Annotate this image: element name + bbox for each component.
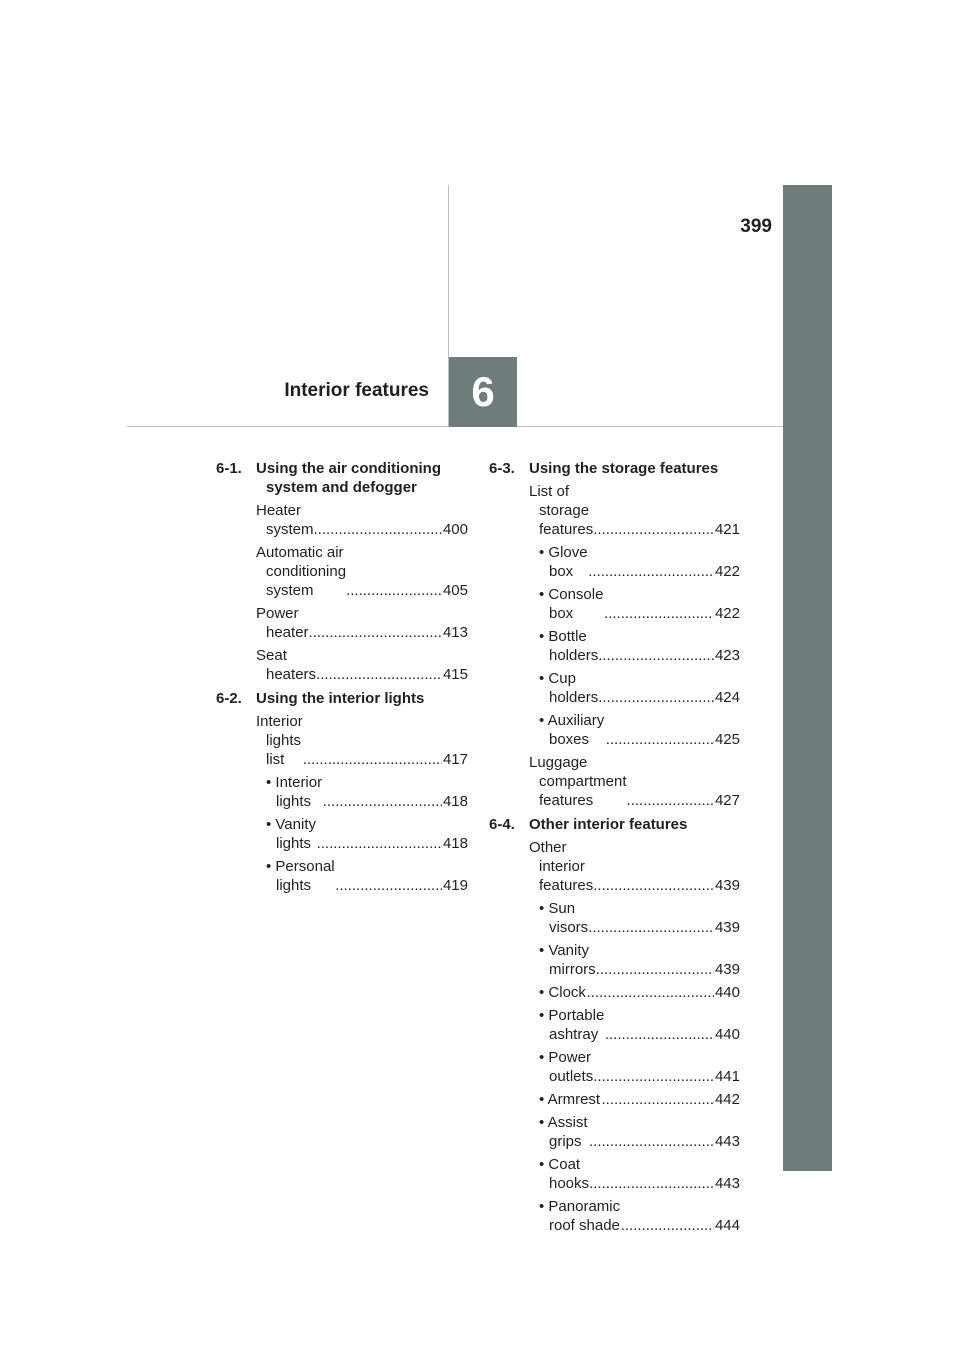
toc-entry-page: 443 bbox=[714, 1133, 740, 1150]
toc-entry[interactable] bbox=[256, 543, 468, 600]
toc-entry-page: 440 bbox=[714, 984, 740, 1001]
toc-entry-label: • Armrest bbox=[539, 1091, 601, 1108]
toc-entry-label: List of storage features bbox=[529, 483, 594, 538]
toc-section-title: Using the storage features bbox=[529, 460, 719, 477]
toc-entry-label: Interior lights list bbox=[256, 713, 303, 768]
toc-subentry[interactable] bbox=[539, 1048, 740, 1086]
toc-entry-label: • Clock bbox=[539, 984, 586, 1001]
toc-subentry[interactable] bbox=[539, 983, 740, 1002]
toc-entry-label: • Cup holders bbox=[539, 670, 599, 706]
toc-entry[interactable] bbox=[529, 838, 740, 895]
toc-entry-page: 442 bbox=[714, 1091, 740, 1108]
toc-entry-label: • Glove box bbox=[539, 544, 588, 580]
toc-subentry[interactable] bbox=[539, 1155, 740, 1193]
toc-entry-label: Power heater bbox=[256, 605, 309, 641]
toc-entry-label: • Interior lights bbox=[266, 774, 323, 810]
toc-entry-label: • Portable ashtray bbox=[539, 1007, 605, 1043]
toc-section-number: 6-2. bbox=[216, 690, 242, 707]
toc-subentry[interactable] bbox=[539, 941, 740, 979]
toc-section-heading bbox=[489, 459, 740, 478]
toc-entry-page: 439 bbox=[714, 961, 740, 978]
toc-entry-page: 443 bbox=[714, 1175, 740, 1192]
toc-entry[interactable] bbox=[529, 753, 740, 810]
toc-leader-dots bbox=[303, 750, 442, 769]
toc-leader-dots bbox=[587, 983, 714, 1002]
toc-entry-page: 423 bbox=[714, 647, 740, 664]
toc-subentry[interactable] bbox=[539, 1197, 740, 1235]
toc-entry-page: 417 bbox=[442, 751, 468, 768]
toc-section-number: 6-4. bbox=[489, 816, 515, 833]
toc-subentry[interactable] bbox=[539, 899, 740, 937]
toc-leader-dots bbox=[335, 876, 442, 895]
toc-entry-label: Luggage compartment features bbox=[529, 754, 627, 809]
chapter-number-box bbox=[449, 357, 517, 427]
toc-section-title: Using the interior lights bbox=[256, 690, 425, 707]
chapter-side-tab bbox=[783, 185, 832, 1171]
toc-entry-label: • Console box bbox=[539, 586, 604, 622]
toc-entry-page: 413 bbox=[442, 624, 468, 641]
toc-entry-label: Heater system bbox=[256, 502, 314, 538]
toc-leader-dots bbox=[602, 1090, 714, 1109]
toc-subentry[interactable] bbox=[539, 711, 740, 749]
toc-entry-page: 405 bbox=[442, 582, 468, 599]
toc-section-heading bbox=[216, 689, 468, 708]
toc-entry-page: 400 bbox=[442, 521, 468, 538]
toc-entry-label: • Sun visors bbox=[539, 900, 589, 936]
toc-leader-dots bbox=[593, 1067, 714, 1086]
toc-entry[interactable] bbox=[529, 482, 740, 539]
toc-leader-dots bbox=[605, 1025, 714, 1044]
toc-section-number: 6-3. bbox=[489, 460, 515, 477]
toc-leader-dots bbox=[588, 918, 714, 937]
toc-column-left bbox=[216, 459, 468, 900]
toc-entry-page: 439 bbox=[714, 877, 740, 894]
toc-leader-dots bbox=[593, 520, 714, 539]
toc-section-title: Using the air conditioning system and defogger bbox=[256, 460, 441, 496]
toc-entry-page: 444 bbox=[714, 1217, 740, 1234]
toc-leader-dots bbox=[606, 730, 714, 749]
toc-entry-label: • Vanity lights bbox=[266, 816, 316, 852]
toc-entry-page: 419 bbox=[442, 877, 468, 894]
chapter-title: Interior features bbox=[284, 380, 429, 401]
toc-column-right bbox=[489, 459, 740, 1240]
toc-entry-label: • Personal lights bbox=[266, 858, 335, 894]
toc-subentry[interactable] bbox=[539, 1090, 740, 1109]
toc-subentry[interactable] bbox=[266, 773, 468, 811]
toc-entry-page: 440 bbox=[714, 1026, 740, 1043]
toc-entry-label: Seat heaters bbox=[256, 647, 317, 683]
toc-entry-page: 424 bbox=[714, 689, 740, 706]
toc-leader-dots bbox=[346, 581, 442, 600]
toc-entry-page: 422 bbox=[714, 605, 740, 622]
toc-leader-dots bbox=[621, 1216, 714, 1235]
toc-entry-page: 421 bbox=[714, 521, 740, 538]
toc-entry-label: Other interior features bbox=[529, 839, 594, 894]
toc-entry[interactable] bbox=[256, 646, 468, 684]
toc-entry-page: 415 bbox=[442, 666, 468, 683]
toc-leader-dots bbox=[604, 604, 714, 623]
toc-subentry[interactable] bbox=[266, 815, 468, 853]
toc-subentry[interactable] bbox=[539, 669, 740, 707]
toc-subentry[interactable] bbox=[539, 1113, 740, 1151]
toc-entry[interactable] bbox=[256, 712, 468, 769]
page-number: 399 bbox=[740, 216, 772, 237]
toc-subentry[interactable] bbox=[539, 627, 740, 665]
toc-leader-dots bbox=[589, 1174, 714, 1193]
toc-leader-dots bbox=[323, 792, 442, 811]
toc-leader-dots bbox=[593, 876, 714, 895]
toc-section-title: Other interior features bbox=[529, 816, 688, 833]
toc-leader-dots bbox=[589, 1132, 714, 1151]
toc-subentry[interactable] bbox=[266, 857, 468, 895]
toc-section-heading bbox=[216, 459, 468, 497]
toc-entry-label: • Panoramic roof shade bbox=[539, 1198, 621, 1234]
toc-entry-label: • Power outlets bbox=[539, 1049, 594, 1085]
toc-leader-dots bbox=[596, 960, 714, 979]
chapter-number: 6 bbox=[471, 368, 495, 415]
toc-entry-page: 425 bbox=[714, 731, 740, 748]
toc-entry-label: • Vanity mirrors bbox=[539, 942, 596, 978]
toc-subentry[interactable] bbox=[539, 543, 740, 581]
toc-subentry[interactable] bbox=[539, 585, 740, 623]
toc-section-number: 6-1. bbox=[216, 460, 242, 477]
toc-entry-page: 441 bbox=[714, 1068, 740, 1085]
toc-leader-dots bbox=[627, 791, 714, 810]
toc-entry-page: 418 bbox=[442, 835, 468, 852]
toc-leader-dots bbox=[309, 623, 442, 642]
toc-entry-page: 422 bbox=[714, 563, 740, 580]
toc-subentry[interactable] bbox=[539, 1006, 740, 1044]
toc-entry-page: 439 bbox=[714, 919, 740, 936]
toc-entry[interactable] bbox=[256, 501, 468, 539]
toc-entry-label: • Auxiliary boxes bbox=[539, 712, 605, 748]
toc-section-heading bbox=[489, 815, 740, 834]
toc-entry-page: 418 bbox=[442, 793, 468, 810]
toc-entry-page: 427 bbox=[714, 792, 740, 809]
toc-leader-dots bbox=[598, 646, 714, 665]
toc-entry-label: • Bottle holders bbox=[539, 628, 599, 664]
toc-leader-dots bbox=[588, 562, 714, 581]
toc-leader-dots bbox=[314, 520, 442, 539]
toc-entry-label: Automatic air conditioning system bbox=[256, 544, 347, 599]
toc-entry-label: • Assist grips bbox=[539, 1114, 588, 1150]
toc-leader-dots bbox=[317, 834, 442, 853]
toc-entry[interactable] bbox=[256, 604, 468, 642]
toc-leader-dots bbox=[598, 688, 714, 707]
toc-entry-label: • Coat hooks bbox=[539, 1156, 590, 1192]
toc-leader-dots bbox=[316, 665, 442, 684]
